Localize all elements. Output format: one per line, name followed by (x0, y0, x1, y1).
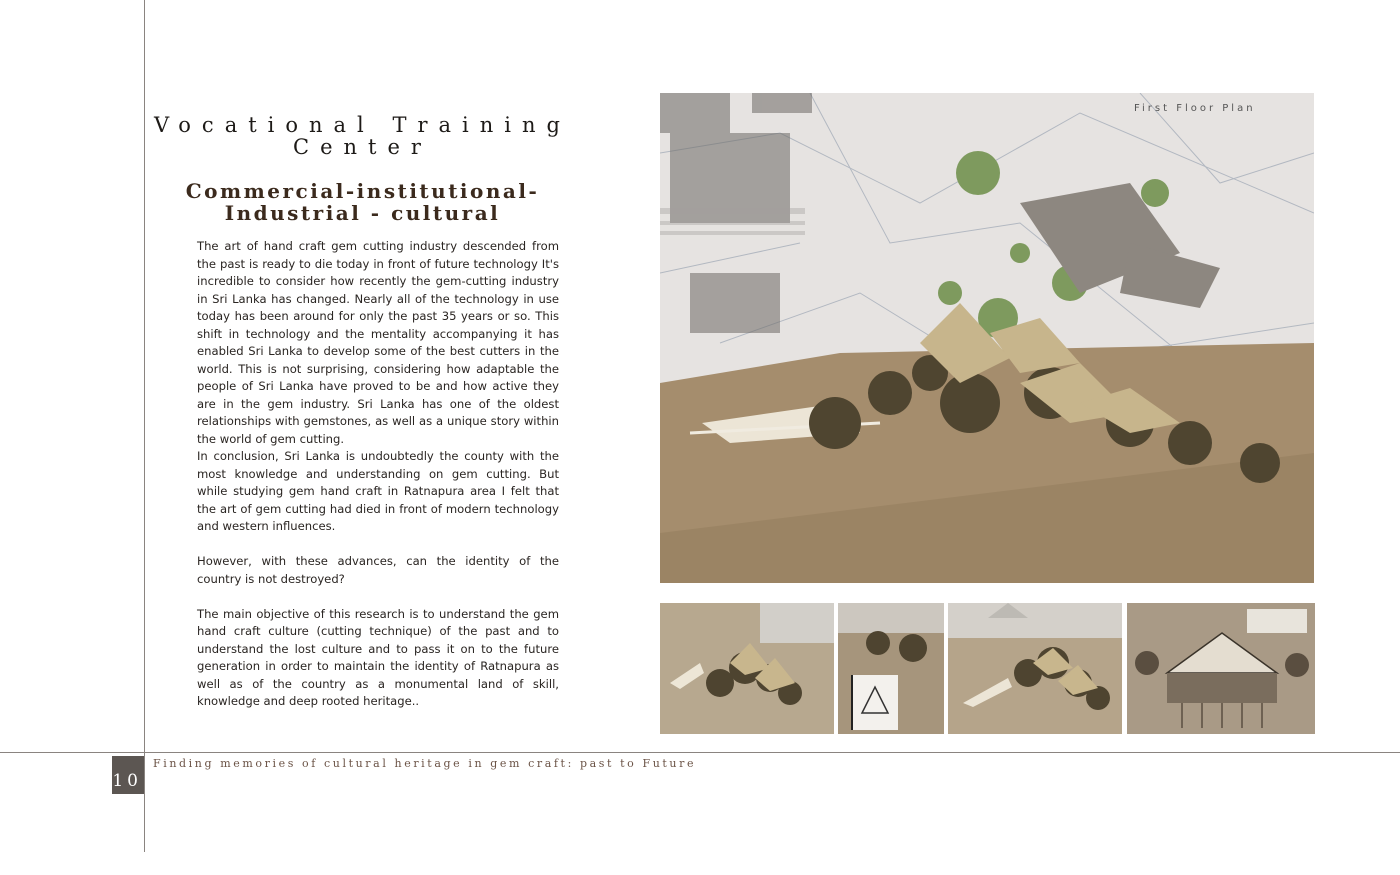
paragraph-objective: The main objective of this research is to understand the gem hand craft culture (cutting technique) of the past and to understand the lost culture and to pass it on to the future generation in order to maintain the identity of Ratnapura as well as of the country as a monumental land of skill, knowledge and deep rooted heritage.. (197, 606, 559, 708)
paragraph-question: However, with these advances, can the identity of the country is not destroyed? (197, 554, 559, 586)
page-number: 10 (112, 756, 144, 794)
running-footer: Finding memories of cultural heritage in gem craft: past to Future (153, 757, 697, 770)
model-section-thumbnail (1127, 603, 1315, 734)
left-margin-rule (144, 0, 145, 852)
model-photo-thumbnail (660, 603, 834, 734)
body-text (197, 238, 559, 711)
paragraph-intro: The art of hand craft gem cutting industry descended from the past is ready to die today in front of future technology It's incredible to consider how recently the gem-cutting industry in Sri Lanka has changed. Nearly all of the technology in use today has been around for only the past 35 years or so. This shift in technology and the mentality accompanying it has enabled Sri Lanka to develop some of the best cutters in the world. This is not surprising, considering how adaptable the people of Sri Lanka have proved to be and how active they are in the gem industry. Sri Lanka has one of the oldest relationships with gemstones, as well as a unique story within the world of gem cutting. (197, 239, 559, 446)
footer-rule (0, 752, 1400, 753)
model-aerial-thumbnail (948, 603, 1122, 734)
main-model-photo (660, 93, 1314, 583)
model-sketchbook-thumbnail (838, 603, 944, 734)
page-subtitle: Commercial-institutional-Industrial - cultural (185, 179, 540, 225)
svg-text:First Floor Plan: First Floor Plan (1134, 103, 1256, 114)
paragraph-conclusion: In conclusion, Sri Lanka is undoubtedly the county with the most knowledge and understanding on gem cutting. But while studying gem hand craft in Ratnapura area I felt that the art of gem cutting had died in front of modern technology and western influences. (197, 449, 559, 533)
page-title: Vocational Training Center (154, 113, 571, 159)
